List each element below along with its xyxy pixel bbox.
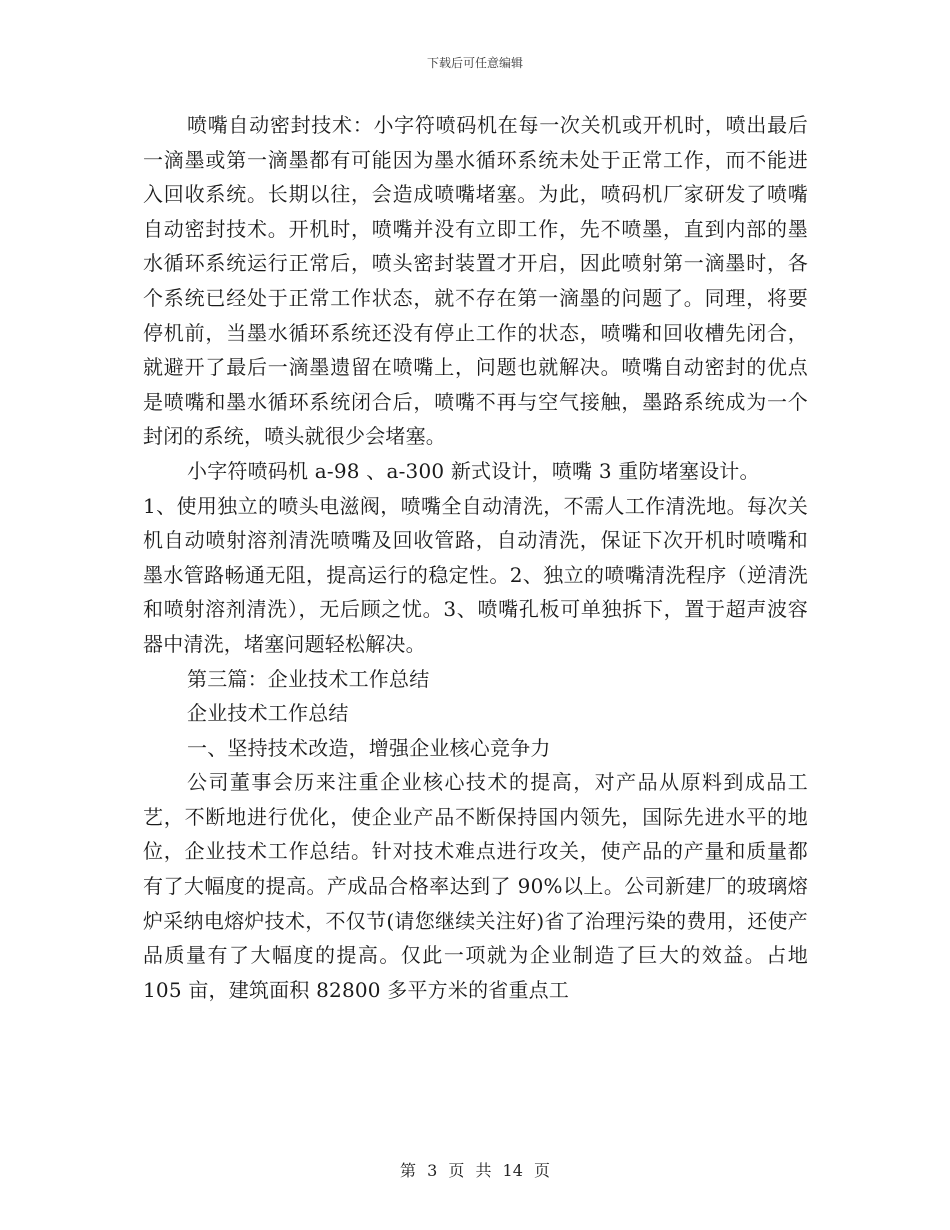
section-title: 企业技术工作总结 <box>187 701 349 726</box>
section-heading: 第三篇：企业技术工作总结 <box>187 666 430 691</box>
document-body <box>143 108 808 1007</box>
subsection-heading: 一、坚持技术改造，增强企业核心竞争力 <box>187 735 551 760</box>
paragraph-design-points: 1、使用独立的喷头电滋阀，喷嘴全自动清洗，不需人工作清洗地。每次关机自动喷射溶剂清洗喷嘴及回收管路，自动清洗，保证下次开机时喷嘴和墨水管路畅通无阻，提高运行的稳定性。2、独立的喷嘴清洗程序（逆清洗和喷射溶剂清洗），无后顾之忧。3、喷嘴孔板可单独拆下，置于超声波容器中清洗，堵塞问题轻松解决。 <box>143 493 808 656</box>
page-number: 第 3 页 共 14 页 <box>400 1161 550 1180</box>
paragraph-new-design: 小字符喷码机 a-98 、a-300 新式设计，喷嘴 3 重防堵塞设计。 <box>187 458 760 483</box>
paragraph-company-tech: 公司董事会历来注重企业核心技术的提高，对产品从原料到成品工艺，不断地进行优化，使企业产品不断保持国内领先，国际先进水平的地位，企业技术工作总结。针对技术难点进行攻关，使产品的产量和质量都有了大幅度的提高。产成品合格率达到了 90%以上。公司新建厂的玻璃熔炉采纳电熔炉技术，不仅节(请您继续关注好)省了治理污染的费用，还使产品质量有了大幅度的提高。仅此一项就为企业制造了巨大的效益。占地 105 亩，建筑面积 82800 多平方米的省重点工 <box>143 770 808 1002</box>
paragraph-nozzle-sealing: 喷嘴自动密封技术：小字符喷码机在每一次关机或开机时，喷出最后一滴墨或第一滴墨都有可能因为墨水循环系统未处于正常工作，而不能进入回收系统。长期以往，会造成喷嘴堵塞。为此，喷码机厂家研发了喷嘴自动密封技术。开机时，喷嘴并没有立即工作，先不喷墨，直到内部的墨水循环系统运行正常后，喷头密封装置才开启，因此喷射第一滴墨时，各个系统已经处于正常工作状态，就不存在第一滴墨的问题了。同理，将要停机前，当墨水循环系统还没有停止工作的状态，喷嘴和回收槽先闭合，就避开了最后一滴墨遗留在喷嘴上，问题也就解决。喷嘴自动密封的优点是喷嘴和墨水循环系统闭合后，喷嘴不再与空气接触，墨路系统成为一个封闭的系统，喷头就很少会堵塞。 <box>143 113 808 449</box>
page-header: 下载后可任意编辑 <box>426 56 523 70</box>
